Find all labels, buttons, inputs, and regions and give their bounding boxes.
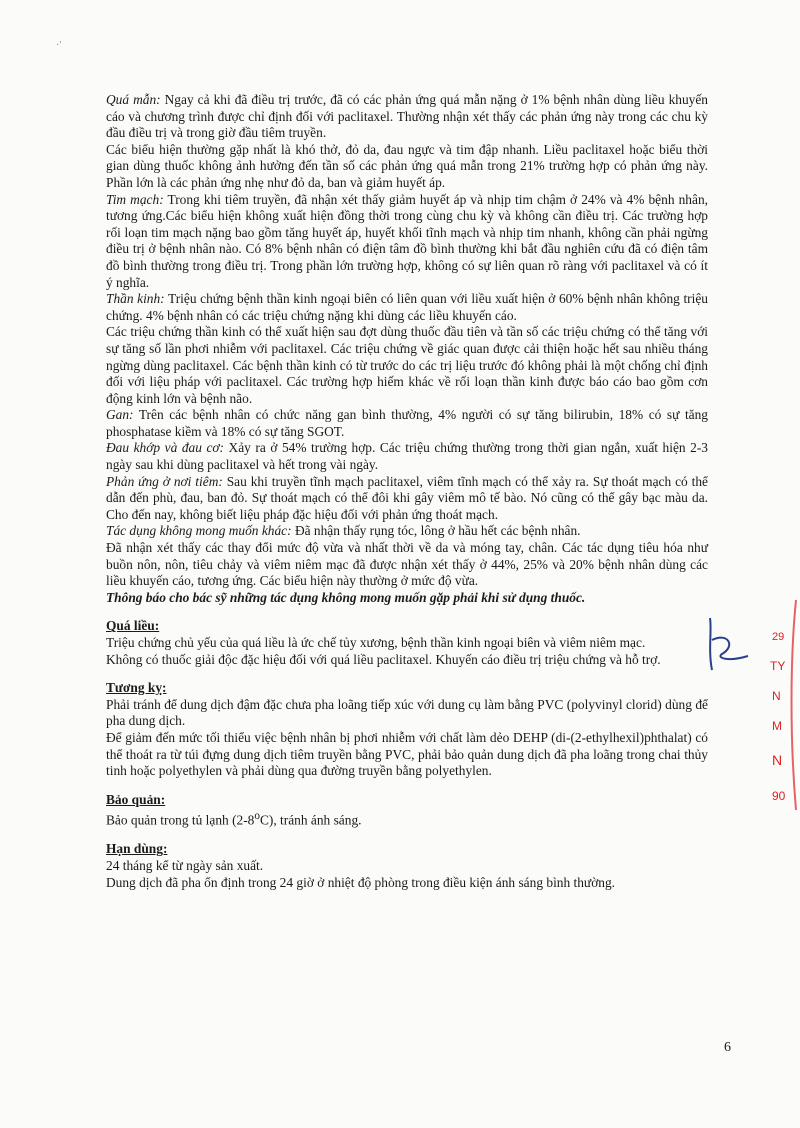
shelf-life-paragraph: 24 tháng kể từ ngày sản xuất. bbox=[106, 858, 264, 873]
adverse-effect-paragraph bbox=[106, 291, 708, 324]
svg-text:M: M bbox=[772, 719, 782, 733]
overdose-paragraph: Triệu chứng chủ yếu của quá liều là ức chế tủy xương, bệnh thần kinh ngoại biên và viêm niêm mạc. bbox=[106, 635, 646, 650]
effect-text: Các triệu chứng thần kinh có thể xuất hiện sau đợt dùng thuốc đầu tiên và tần số các triệu chứng có thể tăng với sự tăng số lần phơi nhiễm với paclitaxel. Các triệu chứng về giác quan được cải thiện hoặc hết sau nhiều tháng ngừng dùng paclitaxel. Các bệnh thần kinh có từ trước do các trị liệu trước đó không phải là một chống chỉ định đối với liệu pháp với paclitaxel. Các trường hợp hiếm khác về rối loạn thần kinh được báo cáo bao gồm cơn động kinh lớn và bệnh não. bbox=[106, 324, 708, 406]
svg-text:90: 90 bbox=[772, 789, 786, 803]
effect-lead-term: Tim mạch: bbox=[106, 191, 164, 207]
effect-lead-term: Gan: bbox=[106, 407, 134, 423]
effect-lead-term: Quá mẫn: bbox=[106, 92, 161, 107]
svg-text:TY: TY bbox=[770, 659, 786, 673]
warning-note: Thông báo cho bác sỹ những tác dụng không mong muốn gặp phải khi sử dụng thuốc. bbox=[106, 589, 586, 605]
effect-text: Các biểu hiện thường gặp nhất là khó thở, đỏ da, đau ngực và tim đập nhanh. Liều paclitaxel hoặc biểu thời gian dùng thuốc không ảnh hưởng đến tần số các phản ứng quá mẫn trong 21% trường hợp có phản ứng này. Phần lớn là các phản ứng nhẹ như đỏ da, ban và giảm huyết áp. bbox=[106, 141, 708, 190]
incompatibility-paragraph: Để giảm đến mức tối thiểu việc bệnh nhân bị phơi nhiễm với chất làm dẻo DEHP (di-(2-ethylhexil)phthalat) có thể thoát ra từ túi đựng dung dịch tiêm truyền bằng PVC, phải bảo quản dung dịch đã pha loãng trong chai thủy tinh hoặc polyethylen và phải dùng qua đường truyền bằng polyethylen. bbox=[106, 729, 708, 779]
effect-text: Triệu chứng bệnh thần kinh ngoại biên có liên quan với liều xuất hiện ở 60% bệnh nhân không triệu chứng. 4% bệnh nhân có các triệu chứng nặng khi dùng các liều khuyến cáo. bbox=[106, 291, 708, 323]
document-body bbox=[106, 92, 708, 891]
effect-lead-term: Tác dụng không mong muốn khác: bbox=[106, 523, 292, 539]
page-number: 6 bbox=[724, 1040, 731, 1055]
incompatibility-heading: Tương kỵ: bbox=[106, 680, 167, 696]
adverse-effect-paragraph bbox=[106, 523, 708, 540]
storage-text-end: C), tránh ánh sáng. bbox=[259, 812, 362, 828]
overdose-heading: Quá liều: bbox=[106, 618, 160, 634]
adverse-effect-paragraph bbox=[106, 92, 708, 142]
storage-heading: Bảo quản: bbox=[106, 791, 166, 807]
effect-text: Xảy ra ở 54% trường hợp. Các triệu chứng thường trong thời gian ngắn, xuất hiện 2-3 ngày sau khi dùng paclitaxel và hết trong vài ngày. bbox=[106, 440, 708, 473]
stamp-mark bbox=[760, 600, 800, 810]
scan-mark: ·' bbox=[56, 40, 62, 51]
adverse-effect-paragraph bbox=[106, 440, 708, 473]
effect-text: Đã nhận thấy rụng tóc, lông ở hầu hết các bệnh nhân. bbox=[291, 523, 581, 539]
overdose-paragraph: Không có thuốc giải độc đặc hiệu đối với quá liều paclitaxel. Khuyến cáo điều trị triệu chứng và hỗ trợ. bbox=[106, 651, 661, 667]
svg-text:N: N bbox=[772, 689, 781, 703]
incompatibility-paragraph: Phải tránh để dung dịch đậm đặc chưa pha loãng tiếp xúc với dung cụ làm bằng PVC (polyvinyl clorid) dùng để pha dung dịch. bbox=[106, 696, 708, 729]
degree-superscript: o bbox=[254, 810, 260, 823]
effect-text: Trong khi tiêm truyền, đã nhận xét thấy giảm huyết áp và nhịp tim chậm ở 24% và 4% bệnh nhân, tương ứng.Các biểu hiện không xuất hiện đồng thời trong cùng chu kỳ và không cần điều trị. Các trường hợp rối loạn tim mạch nặng bao gồm tăng huyết áp, huyết khối tĩnh mạch và nhịp tim nhanh, không cần phải ngừng điều trị ở bệnh nhân nào. Có 8% bệnh nhân có điện tâm đồ bình thường khi bắt đầu nghiên cứu đã có điện tâm đồ bình thường trong điều trị. Trong phần lớn trường hợp, không có sự liên quan rõ ràng với paclitaxel và có ít ý nghĩa. bbox=[106, 191, 708, 290]
signature-mark bbox=[688, 610, 758, 680]
effect-lead-term: Thần kinh: bbox=[106, 291, 165, 307]
effect-lead-term: Phản ứng ở nơi tiêm: bbox=[106, 473, 223, 489]
adverse-effect-paragraph bbox=[106, 474, 708, 524]
effect-text: Ngay cả khi đã điều trị trước, đã có các phản ứng quá mẫn nặng ở 1% bệnh nhân dùng liều khuyến cáo và chương trình được chỉ định đối với paclitaxel. Thường nhận xét thấy các phản ứng này trong các chu kỳ đầu điều trị và trong giờ đầu tiêm truyền. bbox=[106, 92, 708, 141]
adverse-effect-paragraph bbox=[106, 324, 708, 407]
adverse-effect-paragraph bbox=[106, 540, 708, 590]
shelf-life-paragraph: Dung dịch đã pha ổn định trong 24 giờ ở nhiệt độ phòng trong điều kiện ánh sáng bình thường. bbox=[106, 874, 616, 890]
svg-text:N: N bbox=[772, 752, 783, 768]
effect-text: Sau khi truyền tĩnh mạch paclitaxel, viêm tĩnh mạch có thể xảy ra. Sự thoát mạch có thể dẫn đến phù, đau, ban đỏ. Sự thoát mạch có thể đôi khi gây viêm mô tế bào. Nó cũng có thể gây bạc màu da. Cho đến nay, không biết liệu pháp đặc hiệu đối với phản ứng thoát mạch. bbox=[106, 473, 708, 522]
storage-text: Bảo quản trong tủ lạnh (2-8 bbox=[106, 812, 255, 828]
shelf-life-heading: Hạn dùng: bbox=[106, 841, 168, 857]
storage-paragraph bbox=[106, 808, 708, 829]
adverse-effect-paragraph bbox=[106, 192, 708, 292]
effect-text: Đã nhận xét thấy các thay đổi mức độ vừa và nhất thời về da và móng tay, chân. Các tác dụng tiêu hóa như buồn nôn, nôn, tiêu chảy và viêm niêm mạc đã được nhận xét thấy ở 44%, 25% và 20% bệnh nhân dùng các liều khuyến cáo, tương ứng. Các biểu hiện này thường ở mức độ vừa. bbox=[106, 540, 708, 589]
adverse-effect-paragraph bbox=[106, 142, 708, 192]
adverse-effects-section bbox=[106, 92, 708, 590]
effect-text: Trên các bệnh nhân có chức năng gan bình thường, 4% người có sự tăng bilirubin, 18% có sự tăng phosphatase kiềm và 18% có sự tăng SGOT. bbox=[106, 407, 708, 439]
adverse-effect-paragraph bbox=[106, 407, 708, 440]
effect-lead-term: Đau khớp và đau cơ: bbox=[106, 440, 224, 456]
svg-text:29: 29 bbox=[772, 631, 785, 643]
